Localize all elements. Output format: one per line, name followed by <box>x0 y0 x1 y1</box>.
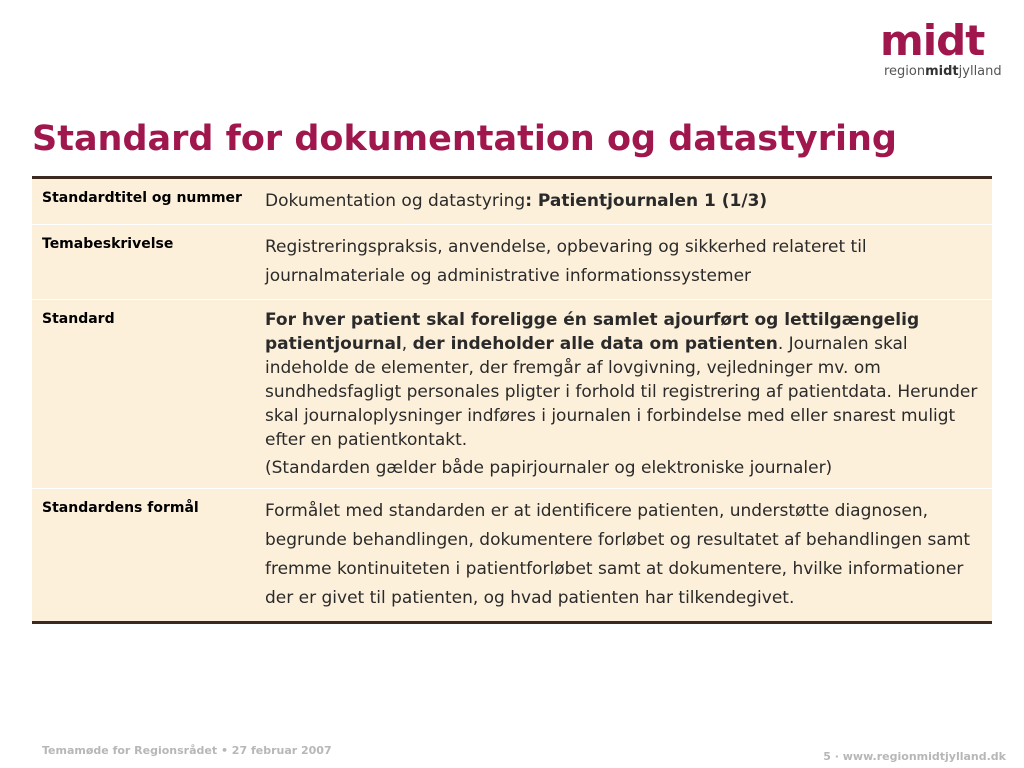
logo-sub-suffix: jylland <box>958 64 1002 79</box>
table-row <box>32 300 992 489</box>
row-label-theme: Temabeskrivelse <box>32 225 251 300</box>
standard-sep: , <box>401 334 413 354</box>
value-bold: : Patientjournalen 1 (1/3) <box>525 191 768 211</box>
standard-text: . Journalen skal indeholde de elementer, der fremgår af lovgivning, vejledninger mv. om sundhedsfagligt personales pligter i forhold til registrering af patientdata. Herunder skal journaloplysninger indføres i journalen i forbindelse med eller snarest muligt efter en patientkontakt. <box>265 334 978 450</box>
table-row <box>32 179 992 225</box>
standard-table <box>32 176 992 624</box>
logo-wordmark: midt <box>880 16 985 65</box>
footer-meeting-info: Temamøde for Regionsrådet • 27 februar 2007 <box>42 744 332 757</box>
row-label-title: Standardtitel og nummer <box>32 179 251 225</box>
table-row <box>32 489 992 622</box>
row-value-title <box>251 179 992 225</box>
row-value-purpose: Formålet med standarden er at identificere patienten, understøtte diagnosen, begrunde behandlingen, dokumentere forløbet og resultatet af behandlingen samt fremme kontinuiteten i patientforløbet samt at dokumentere, hvilke informationer der er givet til patienten, og hvad patienten har tilkendegivet. <box>251 489 992 622</box>
table-row <box>32 225 992 300</box>
standard-bold-2: der indeholder alle data om patienten <box>412 334 778 354</box>
row-label-standard: Standard <box>32 300 251 489</box>
logo-subtitle <box>884 64 1002 80</box>
row-value-theme: Registreringspraksis, anvendelse, opbevaring og sikkerhed relateret til journalmateriale og administrative informationssystemer <box>251 225 992 300</box>
value-plain: Dokumentation og datastyring <box>265 191 526 211</box>
standard-note: (Standarden gælder både papirjournaler og elektroniske journaler) <box>265 458 833 478</box>
row-label-purpose: Standardens formål <box>32 489 251 622</box>
standard-bold-1: For hver patient skal foreligge én samlet ajourført og lettilgængelig patientjournal <box>265 310 920 354</box>
row-value-standard <box>251 300 992 489</box>
logo-sub-prefix: region <box>884 64 926 79</box>
logo-sub-bold: midt <box>925 64 959 79</box>
footer-page-url: 5 · www.regionmidtjylland.dk <box>823 750 1006 763</box>
slide-title: Standard for dokumentation og datastyring <box>32 119 897 159</box>
